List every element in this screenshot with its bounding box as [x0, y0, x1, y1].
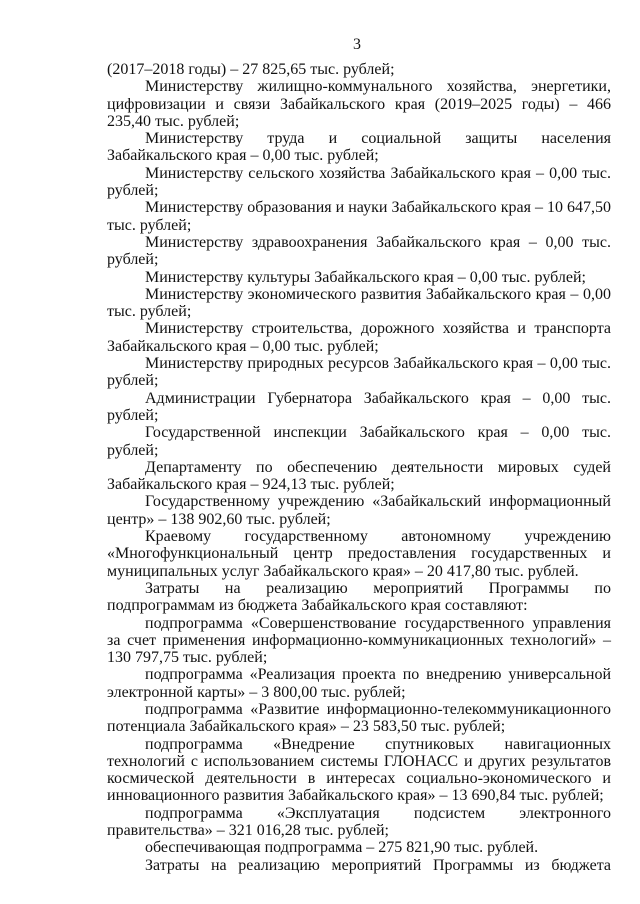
paragraph: Министерству здравоохранения Забайкальского края – 0,00 тыс. рублей; — [107, 233, 611, 269]
paragraph: Государственной инспекции Забайкальского края – 0,00 тыс. рублей; — [107, 424, 611, 459]
paragraph: Министерству жилищно-коммунального хозяйства, энергетики, цифровизации и связи Забайкальского края (2019–2025 годы) – 466 235,40 тыс. рублей; — [107, 78, 611, 130]
paragraph: подпрограмма «Внедрение спутниковых навигационных технологий с использованием системы ГЛОНАСС и других результатов космической деятельности в интересах социально-экономического и инновационного развития Забайкальского края» – 13 690,84 тыс. рублей; — [107, 735, 611, 805]
paragraph: Министерству строительства, дорожного хозяйства и транспорта Забайкальского края – 0,00 тыс. рублей; — [107, 320, 611, 355]
paragraph: подпрограмма «Развитие информационно-телекоммуникационного потенциала Забайкальского края» – 23 583,50 тыс. рублей; — [107, 700, 611, 736]
paragraph: Департаменту по обеспечению деятельности мировых судей Забайкальского края – 924,13 тыс. рублей; — [107, 458, 611, 494]
paragraph: обеспечивающая подпрограмма – 275 821,90 тыс. рублей. — [145, 839, 539, 857]
paragraph: Затраты на реализацию мероприятий Программы из бюджета — [145, 856, 611, 874]
paragraph: Министерству образования и науки Забайкальского края – 10 647,50 тыс. рублей; — [107, 199, 611, 234]
paragraph: Затраты на реализацию мероприятий Программы по подпрограммам из бюджета Забайкальского края составляют: — [107, 579, 611, 615]
paragraph: Министерству экономического развития Забайкальского края – 0,00 тыс. рублей; — [107, 285, 611, 321]
paragraph: Государственному учреждению «Забайкальский информационный центр» – 138 902,60 тыс. рублей; — [107, 493, 611, 528]
page-number: 3 — [353, 36, 361, 53]
paragraph: Министерству труда и социальной защиты населения Забайкальского края – 0,00 тыс. рублей; — [107, 130, 611, 165]
paragraph: (2017–2018 годы) – 27 825,65 тыс. рублей; — [107, 61, 395, 78]
paragraph: подпрограмма «Совершенствование государственного управления за счет применения информационно-коммуникационных технологий» – 130 797,75 тыс. рублей; — [107, 614, 611, 667]
document-body — [107, 61, 611, 874]
paragraph: Министерству природных ресурсов Забайкальского края – 0,00 тыс. рублей; — [107, 355, 611, 390]
paragraph: Министерству сельского хозяйства Забайкальского края – 0,00 тыс. рублей; — [107, 164, 611, 200]
paragraph: Администрации Губернатора Забайкальского края – 0,00 тыс. рублей; — [107, 389, 611, 424]
paragraph: подпрограмма «Реализация проекта по внедрению универсальной электронной карты» – 3 800,00 тыс. рублей; — [107, 666, 611, 701]
paragraph: Министерству культуры Забайкальского края – 0,00 тыс. рублей; — [145, 268, 586, 286]
paragraph: Краевому государственному автономному учреждению «Многофункциональный центр предоставления государственных и муниципальных услуг Забайкальского края» – 20 417,80 тыс. рублей. — [107, 528, 611, 580]
paragraph: подпрограмма «Эксплуатация подсистем электронного правительства» – 321 016,28 тыс. рублей; — [107, 804, 611, 840]
